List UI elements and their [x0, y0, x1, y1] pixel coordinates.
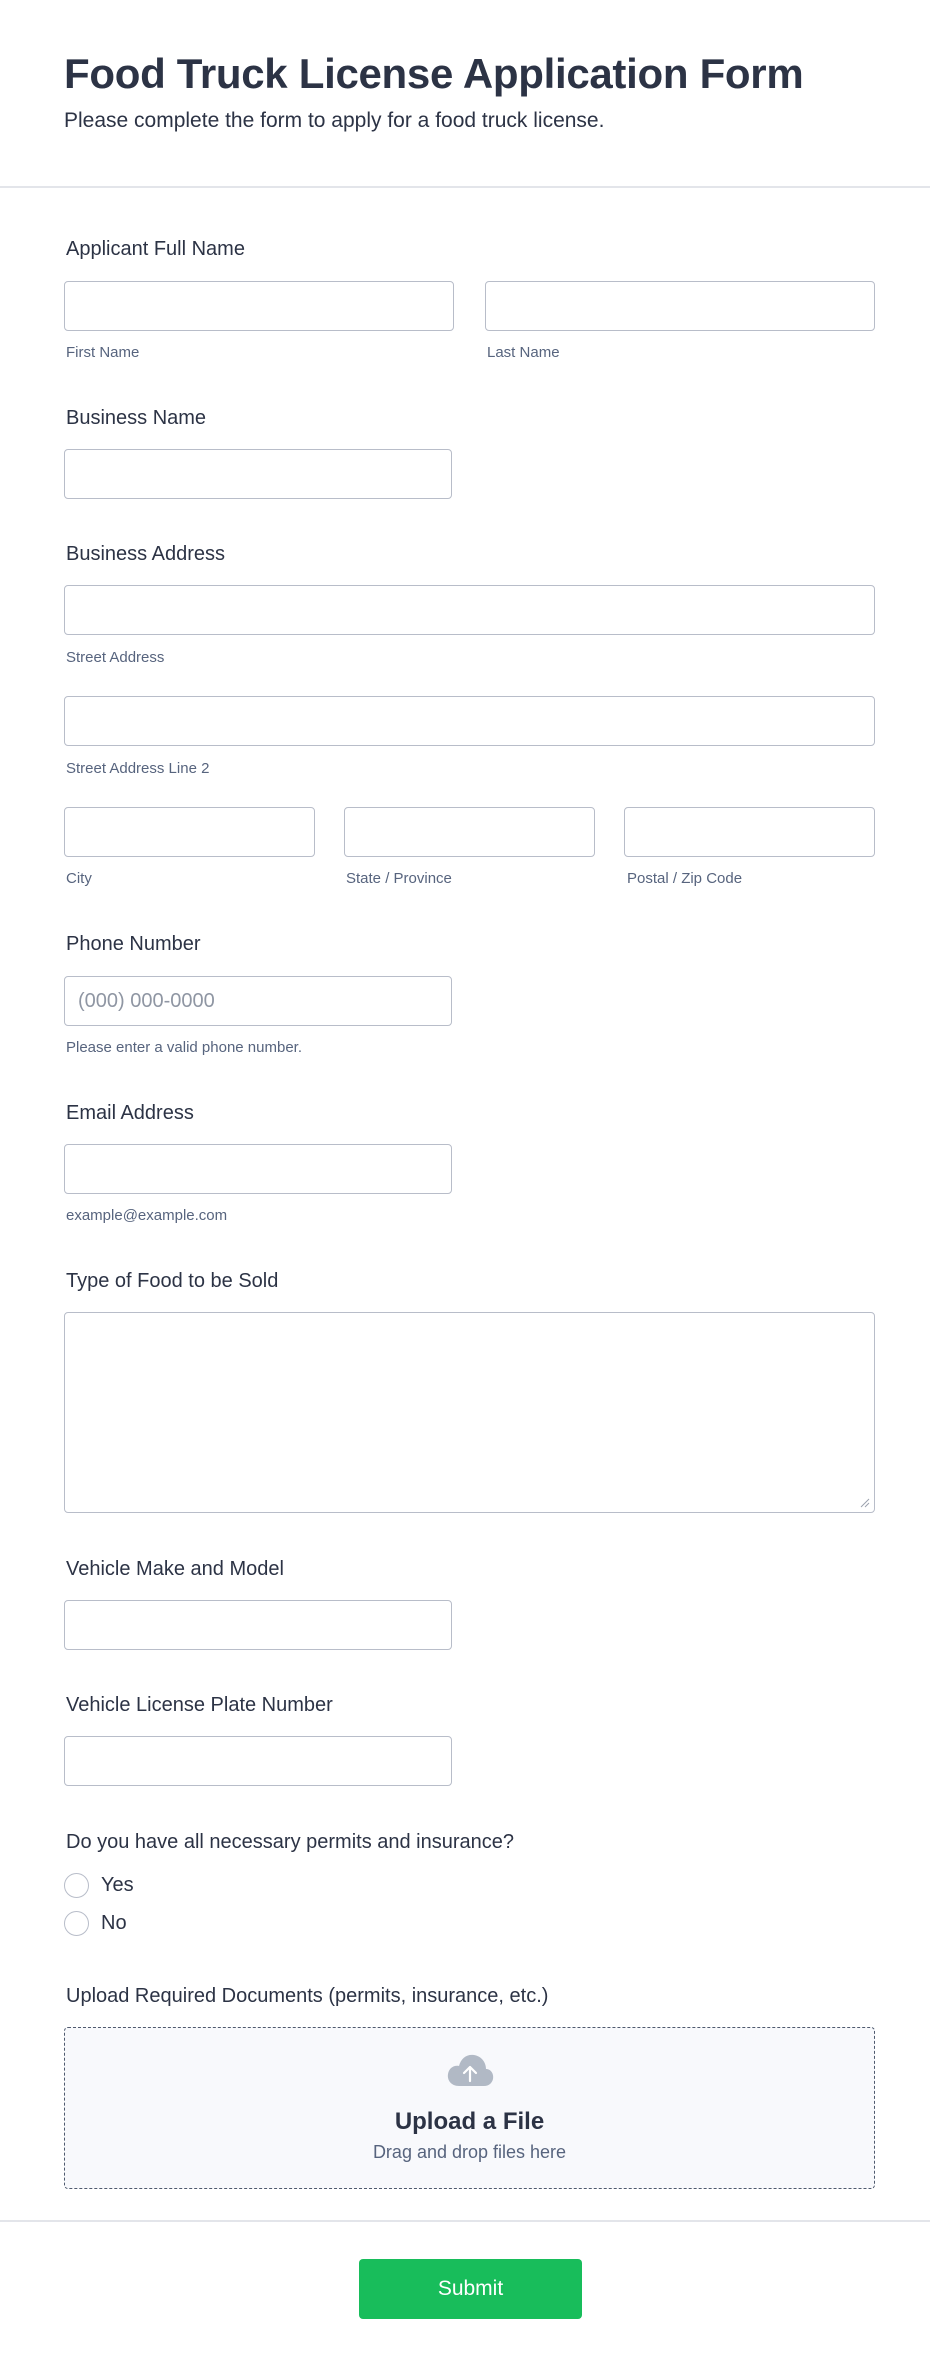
- phone-input[interactable]: [64, 976, 452, 1026]
- radio-yes-label[interactable]: Yes: [101, 1873, 134, 1896]
- zip-input[interactable]: [624, 807, 875, 857]
- last-name-sublabel: Last Name: [487, 344, 560, 361]
- full-name-label: Applicant Full Name: [66, 238, 245, 260]
- resize-grip-icon[interactable]: [860, 1498, 870, 1508]
- first-name-input[interactable]: [64, 281, 454, 331]
- submit-button[interactable]: Submit: [359, 2259, 582, 2319]
- page-title: Food Truck License Application Form: [64, 50, 804, 97]
- first-name-sublabel: First Name: [66, 344, 140, 361]
- permits-option-yes[interactable]: [64, 1872, 134, 1898]
- state-input[interactable]: [344, 807, 595, 857]
- last-name-input[interactable]: [485, 281, 875, 331]
- phone-sublabel: Please enter a valid phone number.: [66, 1039, 302, 1056]
- vehicle-plate-input[interactable]: [64, 1736, 452, 1786]
- email-sublabel: example@example.com: [66, 1207, 228, 1224]
- food-type-textarea[interactable]: [64, 1312, 875, 1513]
- food-type-label: Type of Food to be Sold: [66, 1270, 279, 1292]
- city-sublabel: City: [66, 870, 92, 887]
- radio-no[interactable]: [64, 1911, 89, 1936]
- permits-label: Do you have all necessary permits and insurance?: [66, 1831, 515, 1853]
- upload-hint: Drag and drop files here: [372, 2142, 567, 2162]
- cloud-upload-icon: [446, 2052, 494, 2088]
- upload-label: Upload Required Documents (permits, insurance, etc.): [66, 1985, 549, 2007]
- business-address-label: Business Address: [66, 543, 225, 565]
- vehicle-make-label: Vehicle Make and Model: [66, 1558, 284, 1580]
- radio-yes[interactable]: [64, 1873, 89, 1898]
- street-address-line2-sublabel: Street Address Line 2: [66, 760, 210, 777]
- street-address-line2-input[interactable]: [64, 696, 875, 746]
- radio-no-label[interactable]: No: [101, 1911, 127, 1934]
- city-input[interactable]: [64, 807, 315, 857]
- business-name-input[interactable]: [64, 449, 452, 499]
- zip-sublabel: Postal / Zip Code: [627, 870, 743, 887]
- page-subtitle: Please complete the form to apply for a food truck license.: [64, 109, 605, 132]
- upload-title: Upload a File: [394, 2108, 545, 2135]
- street-address-input[interactable]: [64, 585, 875, 635]
- street-address-sublabel: Street Address: [66, 649, 165, 666]
- phone-label: Phone Number: [66, 933, 201, 955]
- vehicle-plate-label: Vehicle License Plate Number: [66, 1694, 333, 1716]
- form-header: [0, 0, 930, 188]
- vehicle-make-input[interactable]: [64, 1600, 452, 1650]
- state-sublabel: State / Province: [346, 870, 452, 887]
- email-label: Email Address: [66, 1102, 194, 1124]
- permits-option-no[interactable]: [64, 1910, 127, 1936]
- file-upload-dropzone[interactable]: [64, 2027, 875, 2189]
- email-input[interactable]: [64, 1144, 452, 1194]
- footer-divider: [0, 2220, 930, 2222]
- business-name-label: Business Name: [66, 407, 207, 429]
